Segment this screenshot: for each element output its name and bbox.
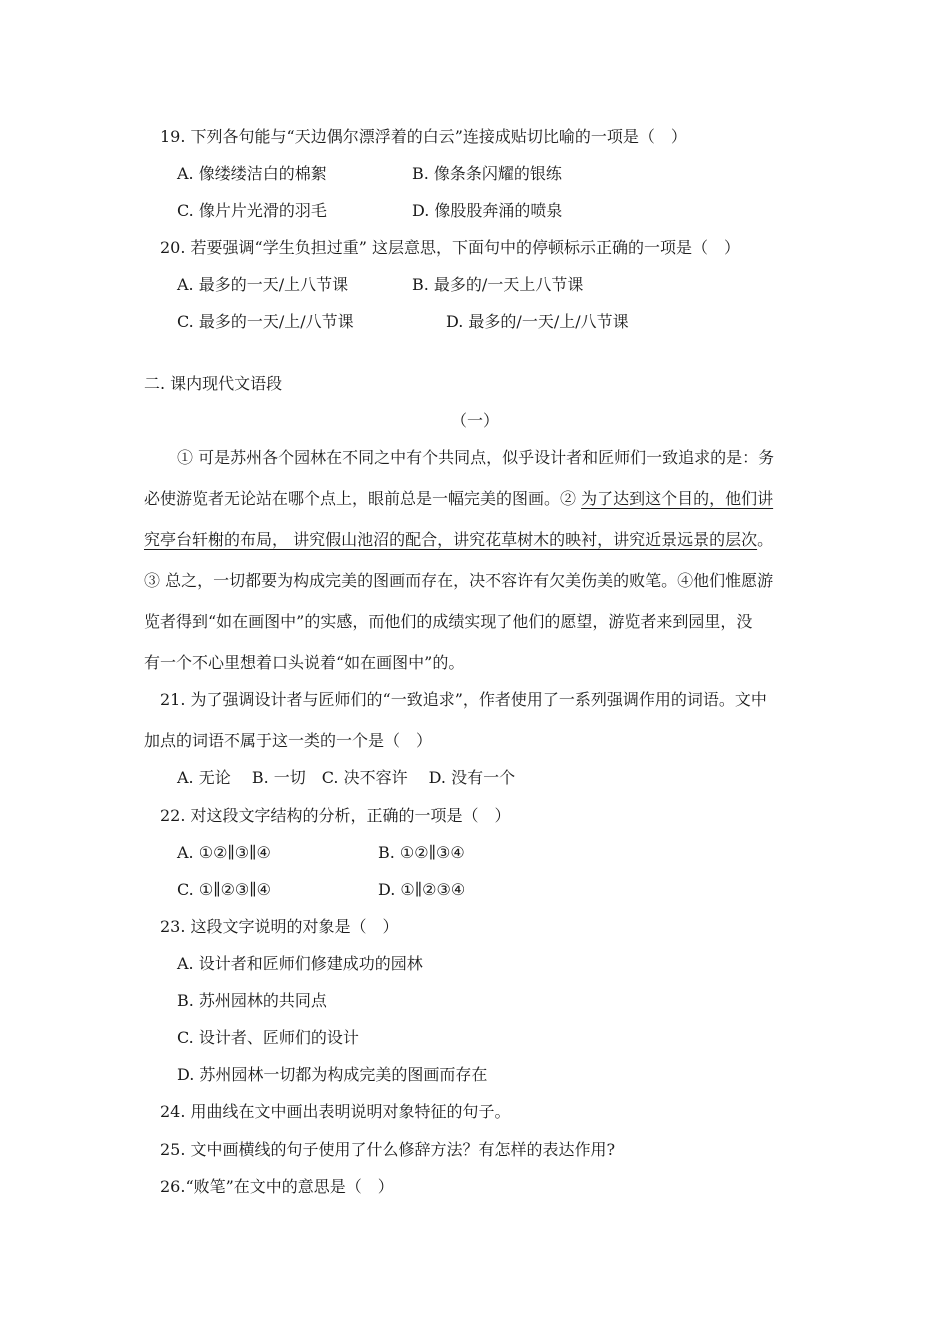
q19-option-d: D. 像股股奔涌的喷泉 xyxy=(412,201,563,220)
passage-line xyxy=(144,489,773,509)
passage-text: 必使游览者无论站在哪个点上，眼前总是一幅完美的图画。② xyxy=(144,489,582,508)
q26-stem: 26.“败笔”在文中的意思是（ ） xyxy=(160,1177,394,1196)
q21-stem-cont: 加点的词语不属于这一类的一个是（ ） xyxy=(144,731,433,750)
passage-line xyxy=(144,530,773,550)
q22-stem: 22. 对这段文字结构的分析，正确的一项是（ ） xyxy=(160,806,511,825)
q22-option-c: C. ①∥②③∥④ xyxy=(177,880,271,899)
q22-option-d: D. ①∥②③④ xyxy=(378,880,466,899)
passage-line: ① 可是苏州各个园林在不同之中有个共同点，似乎设计者和匠师们一致追求的是：务 xyxy=(177,448,775,467)
q20-option-a: A. 最多的一天/上八节课 xyxy=(177,275,349,294)
q22-option-b: B. ①②∥③④ xyxy=(378,843,465,862)
q20-option-d: D. 最多的/一天/上/八节课 xyxy=(446,312,629,331)
q19-option-c: C. 像片片光滑的羽毛 xyxy=(177,201,327,220)
passage-line: ③ 总之，一切都要为构成完美的图画而存在，决不容许有欠美伤美的败笔。④他们惟愿游 xyxy=(144,571,774,590)
q23-stem: 23. 这段文字说明的对象是（ ） xyxy=(160,917,399,936)
passage-number: （一） xyxy=(450,411,499,430)
underlined-sentence: 为了达到这个目的，他们讲 xyxy=(581,489,774,508)
q20-option-b: B. 最多的/一天上八节课 xyxy=(412,275,584,294)
q21-stem: 21. 为了强调设计者与匠师们的“一致追求”，作者使用了一系列强调作用的词语。文中 xyxy=(160,690,767,709)
q24-stem: 24. 用曲线在文中画出表明说明对象特征的句子。 xyxy=(160,1102,511,1121)
passage-line: 览者得到“如在画图中”的实感，而他们的成绩实现了他们的愿望，游览者来到园里，没 xyxy=(144,612,753,631)
q25-stem: 25. 文中画横线的句子使用了什么修辞方法？有怎样的表达作用? xyxy=(160,1140,616,1159)
q20-stem: 20. 若要强调“学生负担过重” 这层意思，下面句中的停顿标示正确的一项是（ ） xyxy=(160,238,740,257)
q19-option-a: A. 像缕缕洁白的棉絮 xyxy=(177,164,327,183)
q23-option-b: B. 苏州园林的共同点 xyxy=(177,991,327,1010)
passage-text: 。 xyxy=(757,530,774,549)
underlined-sentence: 究亭台轩榭的布局， 讲究假山池沼的配合，讲究花草树木的映衬，讲究近景远景的层次 xyxy=(144,530,758,549)
q20-option-c: C. 最多的一天/上/八节课 xyxy=(177,312,354,331)
q22-option-a: A. ①②∥③∥④ xyxy=(177,843,271,862)
q23-option-a: A. 设计者和匠师们修建成功的园林 xyxy=(177,954,423,973)
section-heading: 二. 课内现代文语段 xyxy=(144,374,283,393)
q19-stem: 19. 下列各句能与“天边偶尔漂浮着的白云”连接成贴切比喻的一项是（ ） xyxy=(160,127,687,146)
q21-options: A. 无论 B. 一切 C. 决不容许 D. 没有一个 xyxy=(177,768,516,787)
q23-option-c: C. 设计者、匠师们的设计 xyxy=(177,1028,359,1047)
q23-option-d: D. 苏州园林一切都为构成完美的图画而存在 xyxy=(177,1065,488,1084)
q19-option-b: B. 像条条闪耀的银练 xyxy=(412,164,562,183)
passage-line: 有一个不心里想着口头说着“如在画图中”的。 xyxy=(144,653,465,672)
